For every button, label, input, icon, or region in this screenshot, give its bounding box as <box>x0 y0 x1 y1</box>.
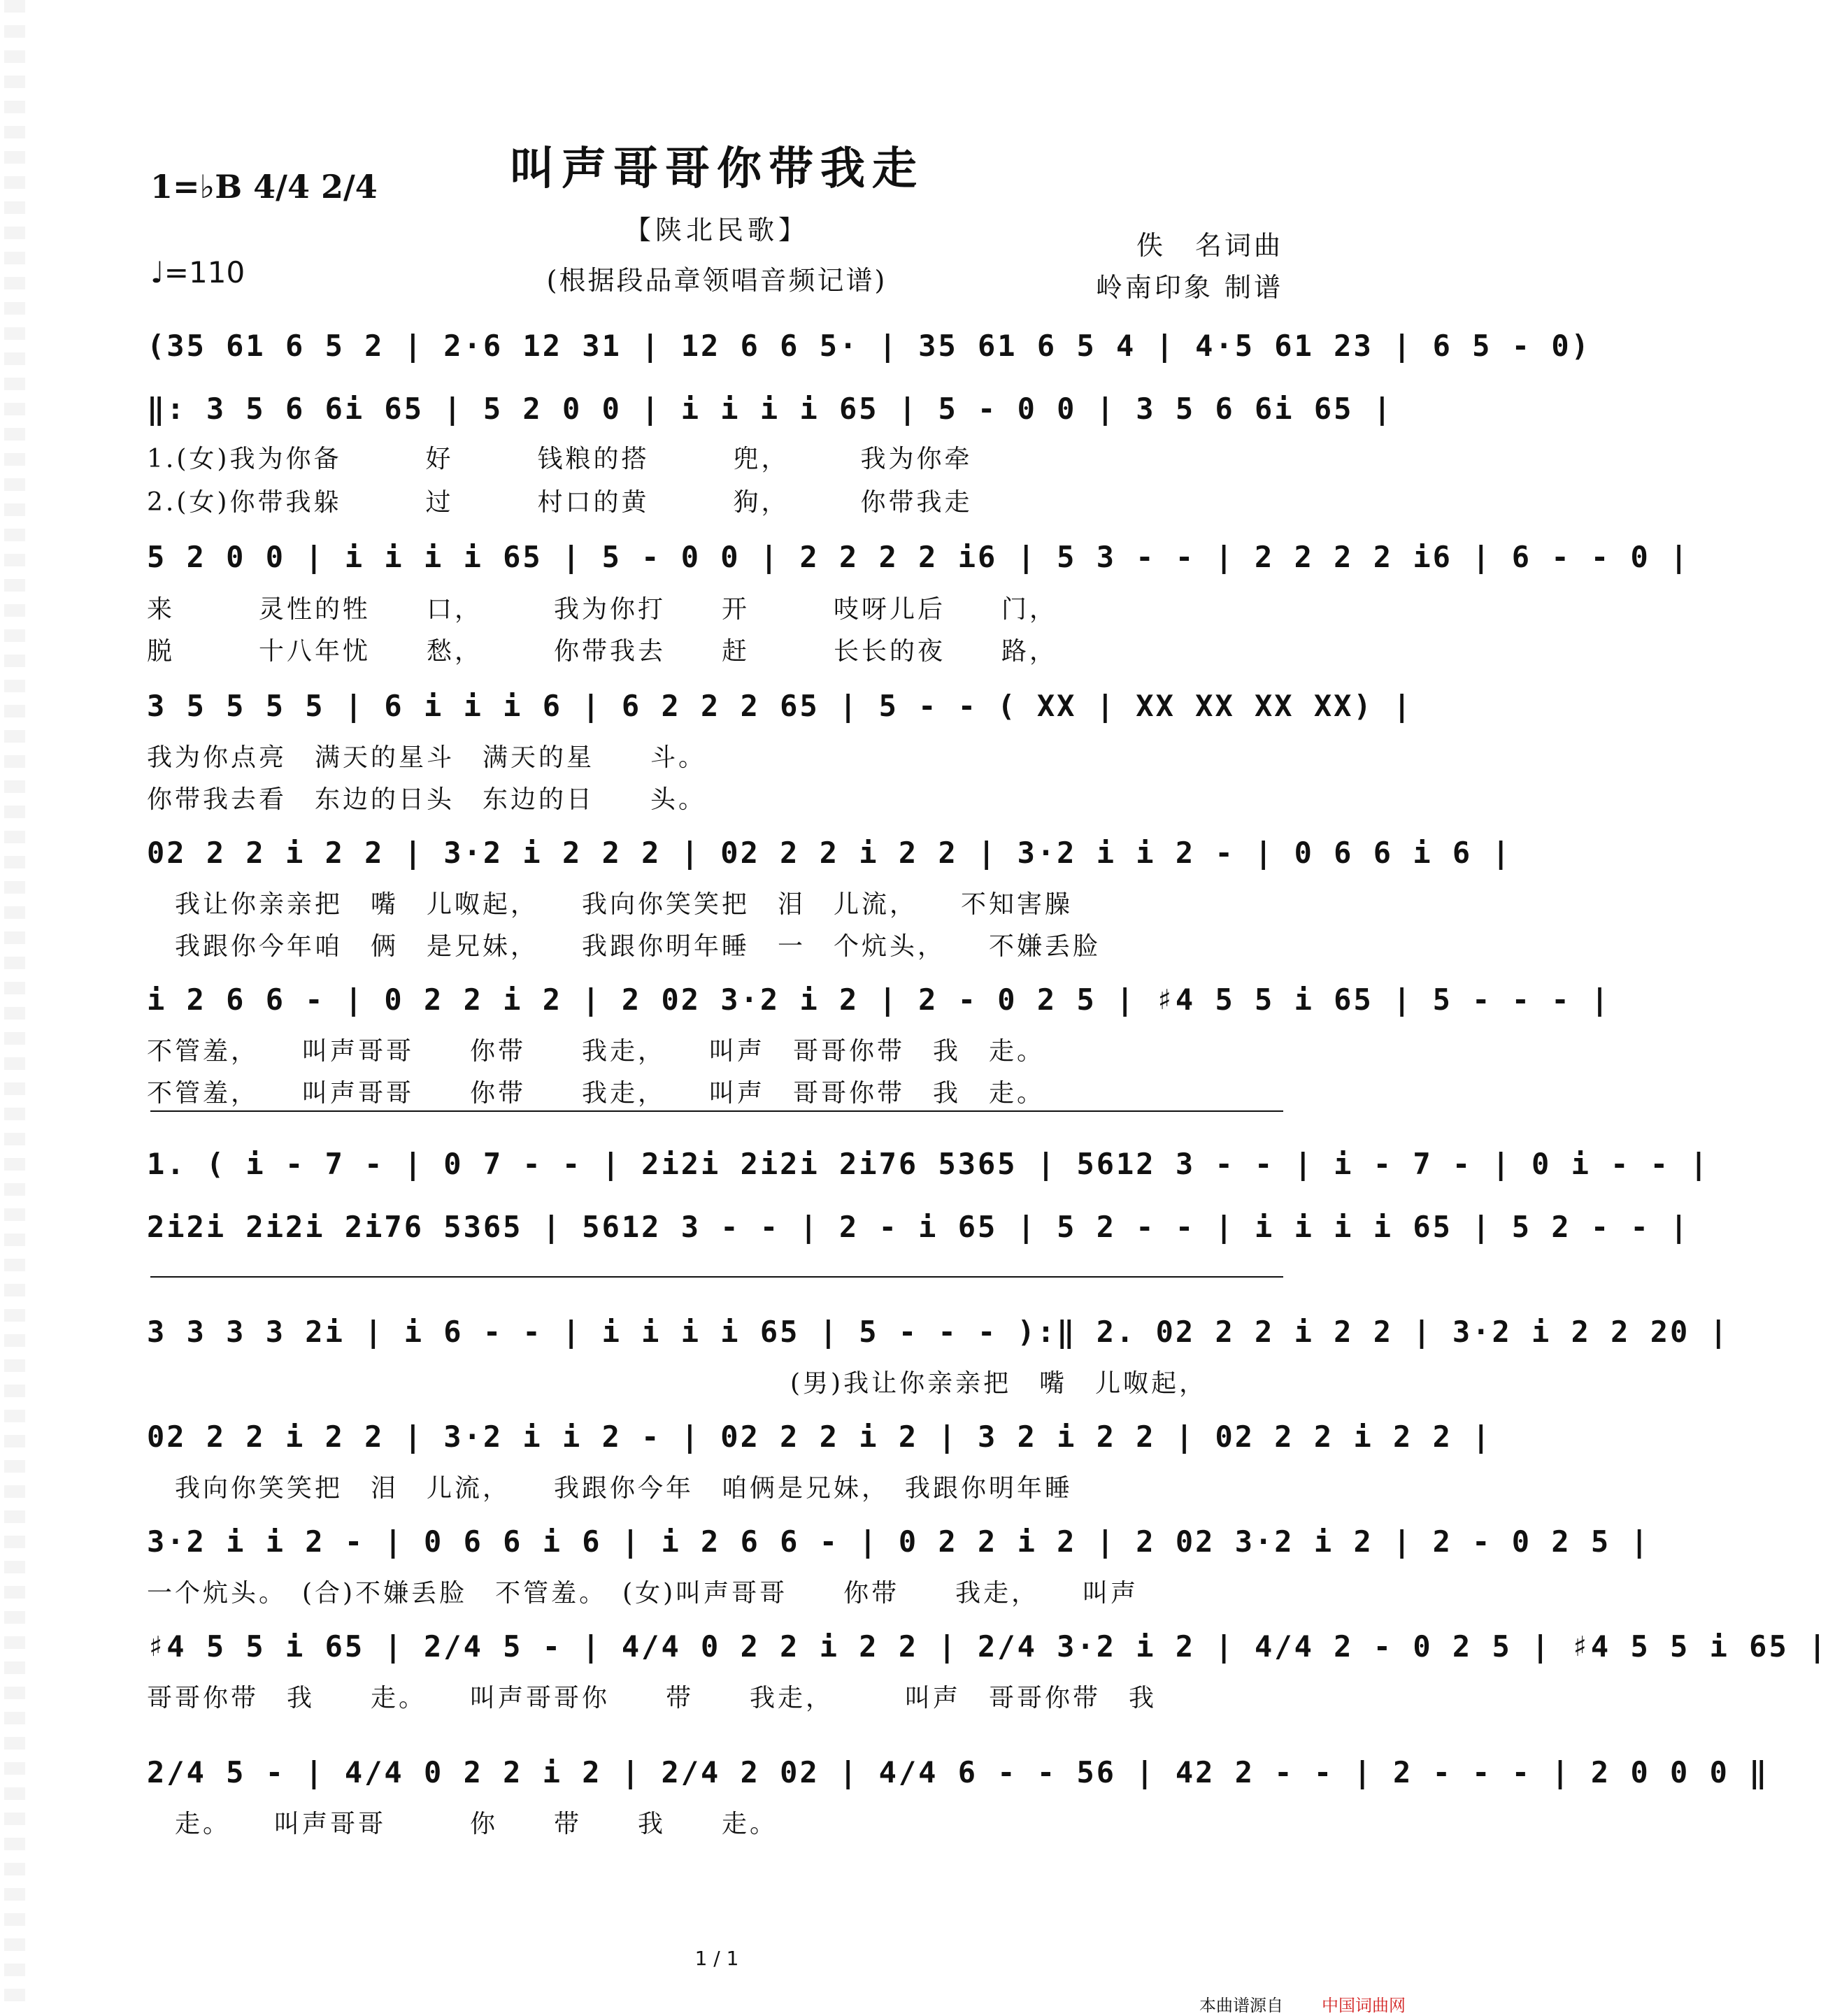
song-title: 叫声哥哥你带我走 <box>510 143 924 195</box>
score-line-2-notes: ‖: 3 5 6 6i 65 | 5 2 0 0 | i i i i 65 | 5 - 0 0 | 3 5 6 6i 65 | <box>147 392 1394 426</box>
score-line-5-lyric-2: 我跟你今年咱 俩 是兄妹， 我跟你明年睡 一 个炕头， 不嫌丢脸 <box>147 932 1101 961</box>
score-line-7-notes: 1. ( i - 7 - | 0 7 - - | 2i2i 2i2i 2i76 5365 | 5612 3 - - | i - 7 - | 0 i - - | <box>147 1147 1710 1181</box>
score-line-4-notes: 3 5 5 5 5 | 6 i i i 6 | 6 2 2 2 65 | 5 - - ( XX | XX XX XX XX) | <box>147 689 1413 723</box>
score-line-6-lyric-2: 不管羞， 叫声哥哥 你带 我走， 叫声 哥哥你带 我 走。 <box>147 1079 1045 1108</box>
score-line-2-lyric-1: 1.(女)我为你备 好 钱粮的搭 兜， 我为你牵 <box>147 445 973 473</box>
score-line-4-lyric-1: 我为你点亮 满天的星斗 满天的星 斗。 <box>147 743 707 772</box>
score-line-5-notes: 02 2 2 i 2 2 | 3·2 i 2 2 2 | 02 2 2 i 2 2 | 3·2 i i 2 - | 0 6 6 i 6 | <box>147 836 1512 870</box>
arranger-credit: 岭南印象 制谱 <box>1095 272 1283 303</box>
score-line-11-notes: 3·2 i i 2 - | 0 6 6 i 6 | i 2 6 6 - | 0 2 2 i 2 | 2 02 3·2 i 2 | 2 - 0 2 5 | <box>147 1524 1650 1559</box>
score-line-1-notes: (35 61 6 5 2 | 2·6 12 31 | 12 6 6 5· | 35 61 6 5 4 | 4·5 61 23 | 6 5 - 0) <box>147 329 1591 363</box>
score-line-11-lyric-1: 一个炕头。 (合)不嫌丢脸 不管羞。 (女)叫声哥哥 你带 我走， 叫声 <box>147 1579 1139 1608</box>
score-line-8-notes: 2i2i 2i2i 2i76 5365 | 5612 3 - - | 2 - i 65 | 5 2 - - | i i i i 65 | 5 2 - - | <box>147 1210 1690 1244</box>
score-line-3-lyric-1: 来 灵性的牲 口， 我为你打 开 吱呀儿后 门， <box>147 595 1058 624</box>
score-line-13-lyric-1: 走。 叫声哥哥 你 带 我 走。 <box>147 1810 778 1838</box>
genre-label: 【陕北民歌】 <box>624 215 809 245</box>
volta-1-bracket <box>150 1110 1283 1112</box>
score-line-5-lyric-1: 我让你亲亲把 嘴 儿呶起， 我向你笑笑把 泪 儿流， 不知害臊 <box>147 890 1073 919</box>
tempo-marking: ♩=110 <box>150 255 245 289</box>
score-line-12-lyric-1: 哥哥你带 我 走。 叫声哥哥你 带 我走， 叫声 哥哥你带 我 <box>147 1684 1157 1713</box>
volta-separator <box>150 1276 1283 1278</box>
score-line-3-notes: 5 2 0 0 | i i i i 65 | 5 - 0 0 | 2 2 2 2 i6 | 5 3 - - | 2 2 2 2 i6 | 6 - - 0 | <box>147 540 1690 574</box>
site-logo-text[interactable]: 中国词曲网 <box>1322 1996 1406 2015</box>
score-line-10-lyric-1: 我向你笑笑把 泪 儿流， 我跟你今年 咱俩是兄妹， 我跟你明年睡 <box>147 1474 1073 1503</box>
score-line-4-lyric-2: 你带我去看 东边的日头 东边的日 头。 <box>147 785 707 814</box>
score-line-2-lyric-2: 2.(女)你带我躲 过 村口的黄 狗， 你带我走 <box>147 488 973 517</box>
source-label: 本曲谱源自 <box>1199 1996 1283 2015</box>
score-line-13-notes: 2/4 5 - | 4/4 0 2 2 i 2 | 2/4 2 02 | 4/4 6 - - 56 | 42 2 - - | 2 - - - | 2 0 0 0 ‖ <box>147 1755 1769 1789</box>
transcription-note: (根据段品章领唱音频记谱) <box>546 265 887 296</box>
page-number: 1 / 1 <box>694 1947 739 1970</box>
score-line-12-notes: ♯4 5 5 i 65 | 2/4 5 - | 4/4 0 2 2 i 2 2 | 2/4 3·2 i 2 | 4/4 2 - 0 2 5 | ♯4 5 5 i 65 | <box>147 1629 1828 1664</box>
score-line-6-lyric-1: 不管羞， 叫声哥哥 你带 我走， 叫声 哥哥你带 我 走。 <box>147 1037 1045 1066</box>
score-line-9-notes: 3 3 3 3 2i | i 6 - - | i i i i 65 | 5 - - - ):‖ 2. 02 2 2 i 2 2 | 3·2 i 2 2 20 | <box>147 1315 1729 1349</box>
author-credit: 佚 名词曲 <box>1136 230 1283 261</box>
score-line-9-lyric-1: (男)我让你亲亲把 嘴 儿呶起， <box>147 1369 1208 1398</box>
key-signature: 1=♭B 4/4 2/4 <box>150 168 378 206</box>
score-line-10-notes: 02 2 2 i 2 2 | 3·2 i i 2 - | 02 2 2 i 2 | 3 2 i 2 2 | 02 2 2 i 2 2 | <box>147 1420 1492 1454</box>
score-line-3-lyric-2: 脱 十八年忧 愁， 你带我去 赶 长长的夜 路， <box>147 637 1058 666</box>
left-margin-watermark-strip <box>4 0 25 2013</box>
score-line-6-notes: i 2 6 6 - | 0 2 2 i 2 | 2 02 3·2 i 2 | 2 - 0 2 5 | ♯4 5 5 i 65 | 5 - - - | <box>147 982 1611 1017</box>
